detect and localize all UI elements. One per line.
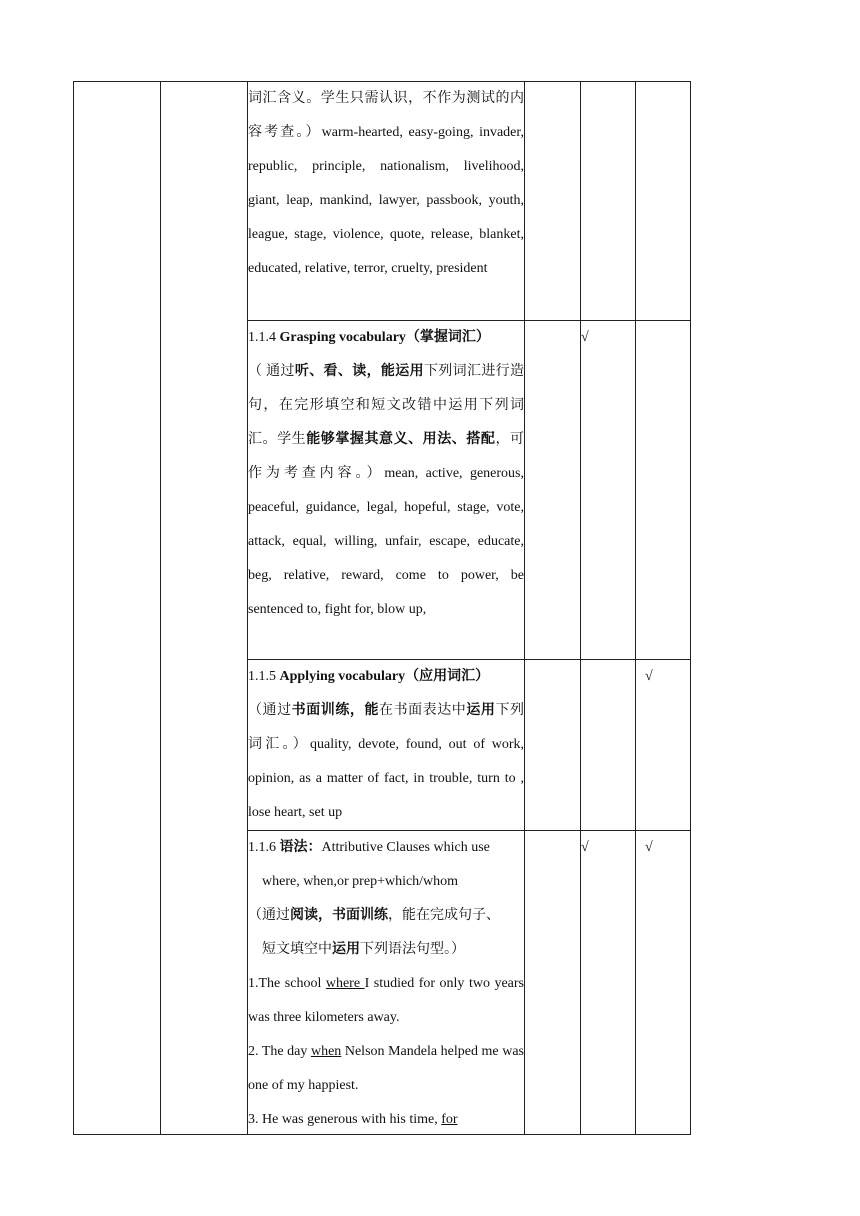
text-fragment: 在书面表达中 (379, 703, 467, 718)
check-col5 (581, 660, 636, 831)
text-fragment: （通过 (248, 703, 292, 718)
blank-cell-col4 (525, 82, 581, 321)
vocab-recognize-cell (248, 82, 525, 321)
section-number: 1.1.5 (248, 669, 276, 684)
check-col5 (581, 82, 636, 321)
text-fragment: 下列词汇。）quality, devote, found, out of work, opinion, as a matter of fact, in trouble, turn to , lose heart, set up (248, 703, 525, 820)
curriculum-table (73, 81, 691, 1135)
vocab-recognize-text: 词汇含义。学生只需认识，不作为测试的内容考查。）warm-hearted, easy-going, invader, republic, principle, nationalism, livelihood, giant, leap, mankind, lawyer, passbook, youth, league, stage, violence, quote, release, blanket, educated, relative, terror, cruelty, president (248, 91, 524, 276)
example-sentence-1: 1.The school where I studied for only two years was three kilometers away. (248, 976, 524, 1025)
applying-vocab-cell (248, 660, 525, 831)
example-sentence-3: 3. He was generous with his time, for (248, 1112, 458, 1127)
text-fragment: ，可作为考查内容。）mean, active, generous, peaceful, guidance, legal, hopeful, stage, vote, attack, equal, willing, unfair, escape, educate, beg, relative, reward, come to power, be sentenced to, fight for, blow up, (248, 432, 525, 617)
section-number: 1.1.4 (248, 330, 276, 345)
text-fragment: 短文填空中 (262, 942, 332, 957)
section-number: 1.1.6 (248, 840, 276, 855)
blank-cell-col4 (525, 321, 581, 660)
bold-fragment: 运用 (332, 942, 360, 957)
table-row (74, 82, 691, 321)
section-title: Applying vocabulary（应用词汇） (279, 669, 490, 684)
blank-cell-col4 (525, 660, 581, 831)
bold-fragment: 书面训练，能 (291, 703, 380, 718)
bold-fragment: 阅读，书面训练 (290, 908, 388, 923)
grasping-vocab-cell (248, 321, 525, 660)
grammar-label: 语法： (279, 840, 322, 855)
grammar-cell (248, 831, 525, 1135)
check-col6: √ (636, 660, 691, 831)
grammar-topic: Attributive Clauses which use (321, 840, 490, 855)
text-fragment: （通过 (248, 908, 290, 923)
bold-fragment: 运用 (466, 703, 496, 718)
check-col6 (636, 321, 691, 660)
check-col5: √ (581, 831, 636, 1135)
bold-fragment: 能够掌握其意义、用法、搭配 (306, 432, 496, 447)
check-col6 (636, 82, 691, 321)
grammar-topic-line2: where, when,or prep+which/whom (262, 874, 459, 889)
text-fragment: 下列词汇进行造句，在完形填空和短文改错中运用下列词汇。学生 (248, 364, 525, 447)
text-fragment: ，能在完成句子、 (388, 908, 500, 923)
text-fragment: （ 通过 (248, 364, 295, 379)
blank-cell-col1 (74, 82, 161, 1135)
example-sentence-2: 2. The day when Nelson Mandela helped me was one of my happiest. (248, 1044, 524, 1093)
check-col5: √ (581, 321, 636, 660)
section-title: Grasping vocabulary（掌握词汇） (279, 330, 490, 345)
check-col6: √ (636, 831, 691, 1135)
blank-cell-col2 (161, 82, 248, 1135)
text-fragment: 下列语法句型。） (360, 942, 465, 957)
bold-fragment: 听、看、读，能运用 (294, 364, 424, 379)
blank-cell-col4 (525, 831, 581, 1135)
